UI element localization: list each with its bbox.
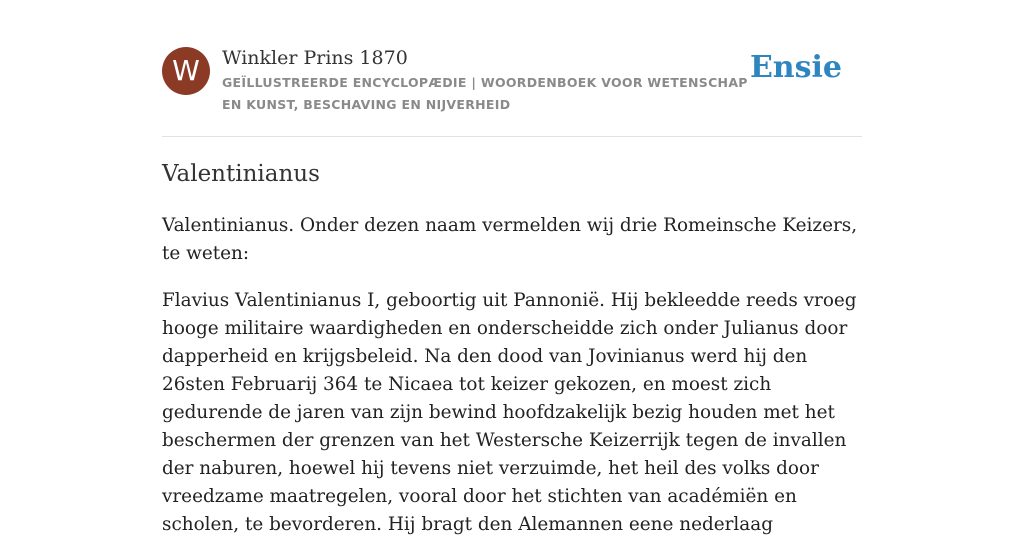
- article-paragraph: Flavius Valentinianus I, geboortig uit Pannonië. Hij bekleedde reeds vroeg hooge militaire waardigheden en onderscheidde zich onder Julianus door dapperheid en krijgsbeleid. Na den dood van Jovinianus werd hij den 26sten Februarij 364 te Nicaea tot keizer gekozen, en moest zich gedurende de jaren van zijn bewind hoofdzakelijk bezig houden met het beschermen der grenzen van het Westersche Keizerrijk tegen de invallen der naburen, hoewel hij tevens niet verzuimde, het heil des volks door vreedzame maatregelen, vooral door het stichten van académiën en scholen, te bevorderen. Hij bragt den Alemannen eene nederlaag: [162, 290, 857, 535]
- article-body: [162, 212, 866, 558]
- page-header: [162, 44, 862, 137]
- book-title[interactable]: Winkler Prins 1870: [222, 47, 408, 69]
- article-title: Valentinianus: [162, 161, 320, 187]
- book-subtitle: GEÏLLUSTREERDE ENCYCLOPÆDIE | WOORDENBOEK VOOR WETENSCHAP EN KUNST, BESCHAVING EN NIJVERHEID: [222, 75, 748, 112]
- article-paragraph: Valentinianus. Onder dezen naam vermelden wij drie Romeinsche Keizers, te weten:: [162, 215, 858, 264]
- book-avatar[interactable]: W: [162, 47, 210, 95]
- book-title-block: [222, 44, 762, 116]
- ensie-logo-link[interactable]: Ensie: [749, 50, 842, 85]
